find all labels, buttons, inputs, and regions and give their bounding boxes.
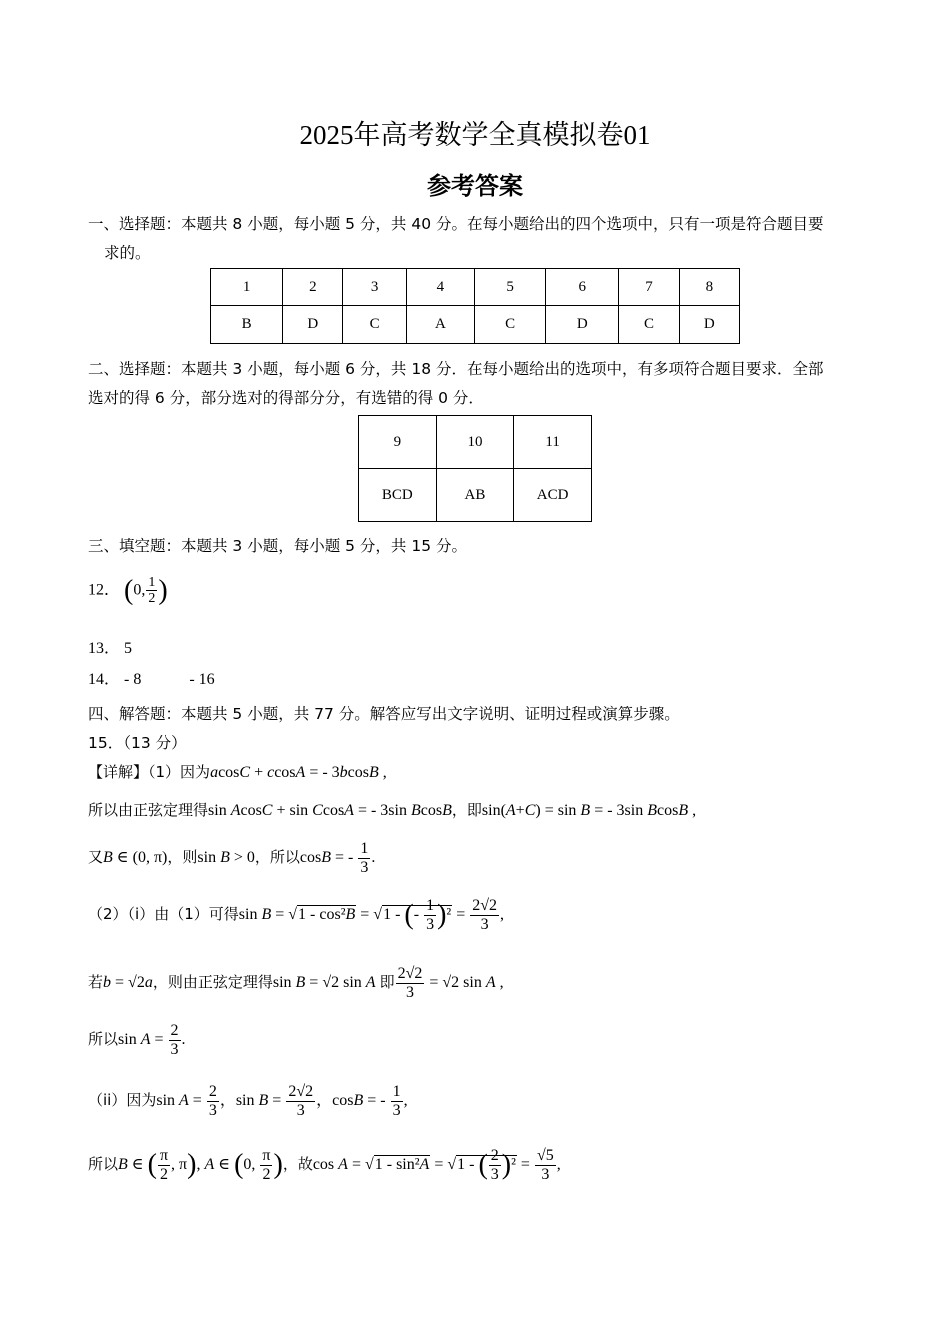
page-title: 2025年高考数学全真模拟卷01: [299, 120, 651, 150]
s1-answer-cell: D: [546, 306, 619, 344]
q14-value-1: - 8: [124, 671, 142, 688]
section4-intro: 四、解答题：本题共 5 小题，共 77 分。解答应写出文字说明、证明过程或演算步骤。: [88, 705, 680, 723]
line3-mid1: ，则: [167, 847, 198, 866]
solution-line-1: 【详解】（1）因为acosC + ccosA = - 3bcosB ,: [88, 763, 387, 781]
line8-prefix: 所以: [88, 1154, 119, 1173]
s2-question-cell: 11: [514, 416, 592, 469]
line8-mid: ，故: [282, 1154, 313, 1173]
q14-label: 14．: [88, 671, 121, 688]
section3-intro: 三、填空题：本题共 3 小题，每小题 5 分，共 15 分。: [88, 537, 468, 555]
line2-prefix: 所以由正弦定理得: [88, 801, 209, 819]
part1-prefix: （1）因为: [148, 763, 211, 781]
detail-label: 【详解】: [88, 763, 149, 781]
s1-question-cell: 7: [619, 269, 679, 306]
part-ii-prefix: （ii）因为: [88, 1090, 157, 1109]
s1-question-cell: 2: [283, 269, 343, 306]
solution-line-5: 若b = √2a，则由正弦定理得sin B = √2 sin A 即 $\frac{2√2}{3}$ = √2 sin A ,: [88, 965, 504, 1001]
s1-question-cell: 5: [474, 269, 545, 306]
solution-line-3: 又B ∈ (0, π)，则sin B > 0，所以cosB = - $\frac{1}{3}$ .: [88, 840, 376, 876]
solution-line-8: 所以B ∈ ( $\frac{\pi}{2}$ , π), A ∈ (0, $\frac{\pi}{2}$ )，故cos A = √1 - sin²A = √1 - ( $\frac{2}{3}$ )² = $\frac{√5}{3}$ ,: [88, 1147, 561, 1183]
q12-denominator: 2: [148, 591, 156, 607]
q14-value-2: - 16: [189, 671, 215, 688]
s1-answer-cell: D: [283, 306, 343, 344]
s1-question-cell: 6: [546, 269, 619, 306]
q13-value: 5: [124, 640, 133, 657]
q13-label: 13．: [88, 640, 121, 657]
section2-answer-table: [358, 415, 592, 522]
line5-mid: ，则由正弦定理得: [152, 972, 273, 991]
s1-answer-cell: B: [211, 306, 283, 344]
s2-question-cell: 9: [359, 416, 437, 469]
line2-mid: ，即: [451, 801, 482, 819]
s2-answer-cell: AB: [436, 469, 514, 522]
q13-answer: [88, 635, 132, 658]
q14-answer: [88, 666, 215, 689]
part2-prefix: （2）（i）由（1）可得: [88, 904, 239, 923]
s1-question-cell: 8: [679, 269, 739, 306]
q15-label: 15．（13 分）: [88, 734, 187, 752]
s1-answer-cell: C: [619, 306, 679, 344]
s2-answer-cell: BCD: [359, 469, 437, 522]
section1-intro-line2: 求的。: [104, 244, 151, 262]
q12-answer: 12． (0, $\frac{1}{2}$ ): [88, 574, 168, 607]
line5-mid2: 即: [379, 972, 395, 991]
q12-zero: 0,: [133, 581, 146, 599]
line6-prefix: 所以: [88, 1029, 119, 1048]
s1-question-cell: 4: [406, 269, 474, 306]
line3-mid2: ，所以: [254, 847, 300, 866]
solution-line-7: （ii）因为sin A = $\frac{2}{3}$ ，sin B = $\frac{2√2}{3}$ ，cosB = - $\frac{1}{3}$ ,: [88, 1083, 408, 1119]
solution-line-4: （2）（i）由（1）可得sin B = √1 - cos²B = √1 - (- $\frac{1}{3}$ )² = $\frac{2√2}{3}$ ,: [88, 897, 504, 933]
solution-line-6: 所以sin A = $\frac{2}{3}$ .: [88, 1022, 186, 1058]
section2-intro-line1: 二、选择题：本题共 3 小题，每小题 6 分，共 18 分．在每小题给出的选项中，有多项符合题目要求．全部: [88, 360, 824, 378]
q12-label: 12．: [88, 581, 121, 599]
s2-answer-cell: ACD: [514, 469, 592, 522]
s1-answer-cell: A: [406, 306, 474, 344]
s2-question-cell: 10: [436, 416, 514, 469]
section1-answer-table: [210, 268, 740, 344]
page-subtitle: 参考答案: [427, 172, 523, 200]
line3-prefix: 又: [88, 847, 104, 866]
s1-answer-cell: C: [343, 306, 406, 344]
section1-intro-line1: 一、选择题：本题共 8 小题，每小题 5 分，共 40 分。在每小题给出的四个选项中，只有一项是符合题目要: [88, 215, 824, 233]
s1-question-cell: 3: [343, 269, 406, 306]
s1-question-cell: 1: [211, 269, 283, 306]
s1-answer-cell: D: [679, 306, 739, 344]
s1-answer-cell: C: [474, 306, 545, 344]
solution-line-2: 所以由正弦定理得sin AcosC + sin CcosA = - 3sin BcosB，即sin(A+C) = sin B = - 3sin BcosB ,: [88, 801, 697, 819]
q12-numerator: 1: [148, 575, 156, 590]
line5-prefix: 若: [88, 972, 104, 991]
section2-intro-line2: 选对的得 6 分，部分选对的得部分分，有选错的得 0 分．: [88, 389, 484, 407]
